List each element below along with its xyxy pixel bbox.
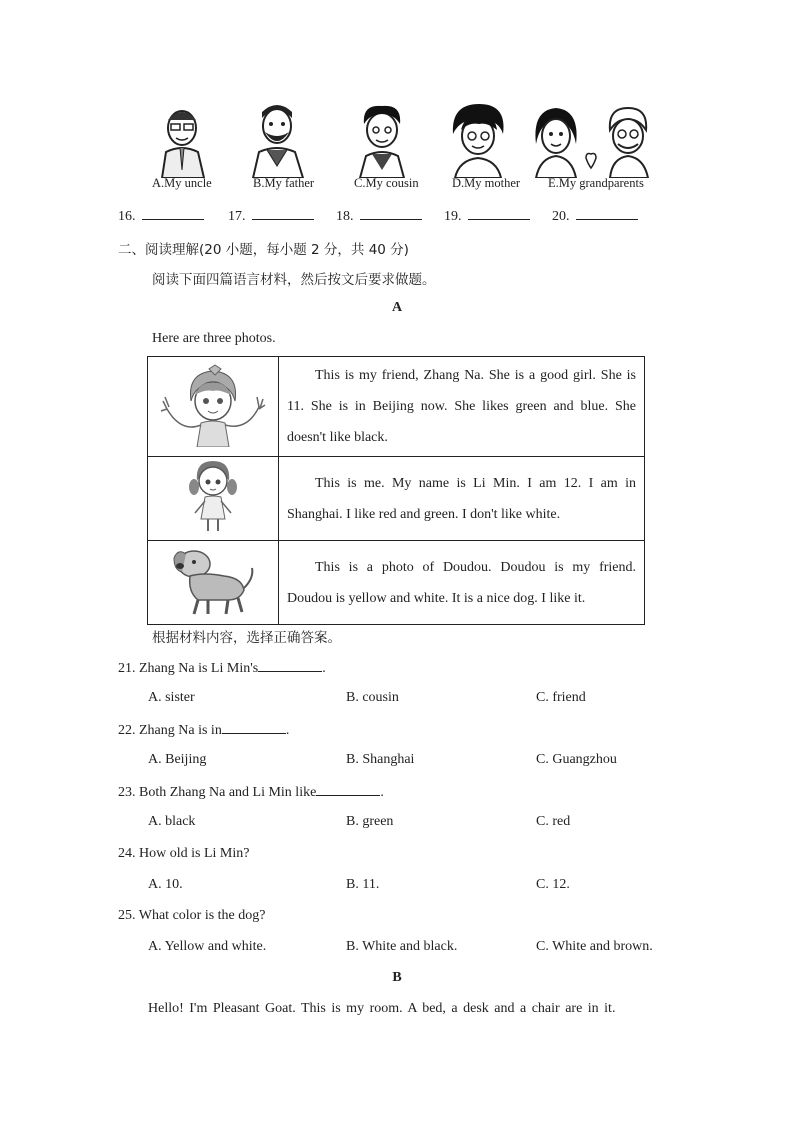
option-21-a[interactable]: A. sister [148, 690, 195, 705]
figure-caption-e: E.My grandparents [548, 176, 644, 190]
answer-blank-17[interactable] [228, 207, 314, 225]
blank-line[interactable] [360, 207, 422, 220]
option-23-b[interactable]: B. green [346, 814, 394, 829]
elderly-couple-icon [532, 100, 657, 178]
question-end: . [380, 785, 384, 800]
answer-blank-18[interactable] [336, 207, 422, 225]
photo-cell [148, 357, 279, 457]
mother-figure [443, 100, 523, 178]
photo-table [147, 356, 645, 625]
question-end: . [322, 661, 326, 676]
option-24-a[interactable]: A. 10. [148, 877, 183, 892]
option-24-b[interactable]: B. 11. [346, 877, 380, 892]
question-end: . [285, 723, 290, 738]
option-22-b[interactable]: B. Shanghai [346, 752, 415, 767]
uncle-figure [150, 100, 230, 178]
passage-a-heading: A [391, 300, 403, 315]
photo-description: This is me. My name is Li Min. I am 12. I am in Shanghai. I like red and green. I don't like white. [279, 457, 645, 541]
option-25-a[interactable]: A. Yellow and white. [148, 939, 267, 954]
question-stem: 21. Zhang Na is Li Min's [118, 661, 259, 676]
question-stem: 22. Zhang Na is in [118, 723, 222, 738]
man-with-glasses-icon [150, 100, 230, 178]
blank-line[interactable] [142, 207, 204, 220]
photo-description: This is my friend, Zhang Na. She is a good girl. She is 11. She is in Beijing now. She likes green and blue. She doesn't like black. [279, 357, 645, 457]
dog-icon [168, 542, 258, 618]
blank-line[interactable] [468, 207, 530, 220]
answer-blank[interactable] [258, 659, 322, 672]
option-25-b[interactable]: B. White and black. [346, 939, 458, 954]
option-22-a[interactable]: A. Beijing [148, 752, 207, 767]
woman-with-glasses-icon [443, 100, 523, 178]
passage-a-intro: Here are three photos. [152, 331, 276, 346]
table-row [148, 357, 645, 457]
question-21 [118, 659, 326, 677]
photo-cell [148, 457, 279, 541]
answer-blank[interactable] [222, 721, 286, 734]
section-instruction: 阅读下面四篇语言材料，然后按文后要求做题。 [152, 272, 436, 288]
option-21-b[interactable]: B. cousin [346, 690, 399, 705]
passage-b-heading: B [392, 970, 402, 985]
blank-line[interactable] [576, 207, 638, 220]
section-title: 二、阅读理解(20 小题，每小题 2 分，共 40 分) [118, 242, 409, 258]
blank-line[interactable] [252, 207, 314, 220]
table-row [148, 457, 645, 541]
figure-caption-b: B.My father [253, 176, 315, 190]
photo-cell [148, 541, 279, 625]
option-24-c[interactable]: C. 12. [536, 877, 570, 892]
answer-blank-19[interactable] [444, 207, 530, 225]
question-24: 24. How old is Li Min? [118, 846, 250, 861]
answer-blank-16[interactable] [118, 207, 204, 225]
passage-a-task: 根据材料内容，选择正确答案。 [152, 630, 341, 646]
father-figure [245, 100, 325, 178]
boy-icon [348, 100, 428, 178]
cousin-figure [348, 100, 428, 178]
photo-description: This is a photo of Doudou. Doudou is my friend. Doudou is yellow and white. It is a nice dog. I like it. [279, 541, 645, 625]
option-25-c[interactable]: C. White and brown. [536, 939, 653, 954]
answer-blank-20[interactable] [552, 207, 638, 225]
table-row [148, 541, 645, 625]
option-23-c[interactable]: C. red [536, 814, 571, 829]
option-23-a[interactable]: A. black [148, 814, 196, 829]
blank-number: 16. [118, 209, 136, 224]
answer-blank[interactable] [316, 783, 380, 796]
figure-caption-c: C.My cousin [354, 176, 419, 190]
option-21-c[interactable]: C. friend [536, 690, 586, 705]
question-22 [118, 721, 289, 739]
question-stem: 23. Both Zhang Na and Li Min like [118, 785, 317, 800]
blank-number: 19. [444, 209, 462, 224]
blank-number: 17. [228, 209, 246, 224]
blank-number: 20. [552, 209, 570, 224]
figure-caption-d: D.My mother [452, 176, 521, 190]
question-23 [118, 783, 384, 801]
waving-girl-icon [157, 361, 269, 447]
passage-b-text: Hello! I'm Pleasant Goat. This is my room. A bed, a desk and a chair are in it. [148, 1001, 616, 1016]
question-25: 25. What color is the dog? [118, 908, 266, 923]
grandparents-figure [532, 100, 657, 178]
man-with-beard-icon [245, 100, 325, 178]
girl-with-pigtails-icon [183, 457, 243, 535]
figure-caption-a: A.My uncle [152, 176, 212, 190]
blank-number: 18. [336, 209, 354, 224]
option-22-c[interactable]: C. Guangzhou [536, 752, 617, 767]
